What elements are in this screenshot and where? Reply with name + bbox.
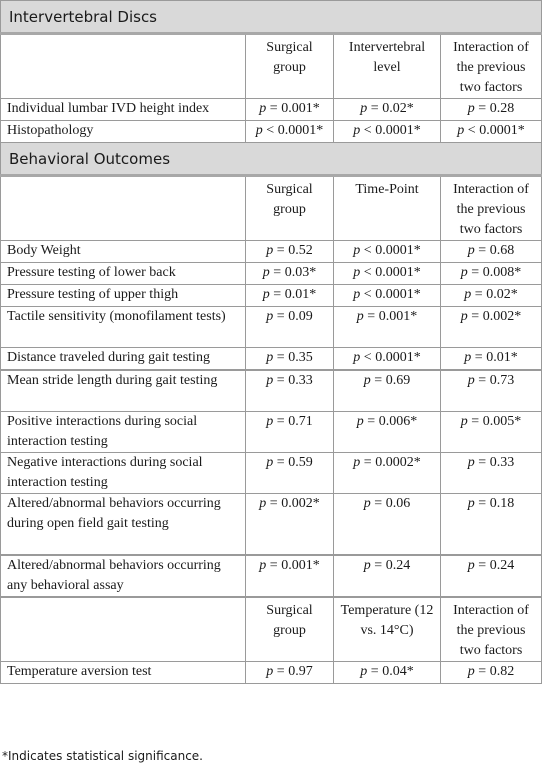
p-value: p = 0.002* [246, 494, 334, 556]
empty-header-cell [1, 597, 246, 662]
row-label: Altered/abnormal behaviors occurring any behavioral assay [1, 555, 246, 597]
p-value: p < 0.0001* [334, 121, 441, 143]
table-row [1, 370, 542, 412]
row-label: Pressure testing of lower back [1, 263, 246, 285]
p-value: p = 0.03* [246, 263, 334, 285]
table-row [1, 494, 542, 556]
empty-header-cell [1, 176, 246, 241]
table-row [1, 348, 542, 371]
table-row [1, 412, 542, 453]
p-value: p < 0.0001* [246, 121, 334, 143]
p-value: p = 0.59 [246, 453, 334, 494]
row-label: Histopathology [1, 121, 246, 143]
p-value: p = 0.24 [334, 555, 441, 597]
p-value: p = 0.24 [441, 555, 542, 597]
p-value: p = 0.69 [334, 370, 441, 412]
p-value: p = 0.001* [246, 555, 334, 597]
p-value: p < 0.0001* [334, 263, 441, 285]
row-label: Tactile sensitivity (monofilament tests) [1, 307, 246, 348]
p-value: p = 0.28 [441, 99, 542, 121]
p-value: p = 0.01* [441, 348, 542, 371]
p-value: p < 0.0001* [334, 348, 441, 371]
column-header: Intervertebral level [334, 34, 441, 99]
row-label: Individual lumbar IVD height index [1, 99, 246, 121]
table-row [1, 285, 542, 307]
row-label: Mean stride length during gait testing [1, 370, 246, 412]
p-value: p = 0.09 [246, 307, 334, 348]
p-value: p = 0.68 [441, 241, 542, 263]
p-value: p = 0.52 [246, 241, 334, 263]
p-value: p = 0.82 [441, 662, 542, 684]
p-value: p < 0.0001* [334, 241, 441, 263]
row-label: Body Weight [1, 241, 246, 263]
row-label: Negative interactions during social interaction testing [1, 453, 246, 494]
section-title-intervertebral-discs: Intervertebral Discs [1, 1, 542, 34]
p-value: p = 0.97 [246, 662, 334, 684]
p-value: p = 0.06 [334, 494, 441, 556]
table-row [1, 307, 542, 348]
p-value: p = 0.01* [246, 285, 334, 307]
p-value: p = 0.001* [334, 307, 441, 348]
column-header: Temperature (12 vs. 14°C) [334, 597, 441, 662]
p-value: p = 0.0002* [334, 453, 441, 494]
p-value: p = 0.006* [334, 412, 441, 453]
empty-header-cell [1, 34, 246, 99]
footnote: *Indicates statistical significance. [2, 749, 203, 763]
table-row [1, 453, 542, 494]
p-value: p = 0.04* [334, 662, 441, 684]
p-value: p = 0.33 [441, 453, 542, 494]
row-label: Temperature aversion test [1, 662, 246, 684]
column-header: Surgical group [246, 34, 334, 99]
p-value: p = 0.001* [246, 99, 334, 121]
p-value: p < 0.0001* [441, 121, 542, 143]
column-header: Interaction of the previous two factors [441, 176, 542, 241]
p-value: p = 0.73 [441, 370, 542, 412]
table-row [1, 555, 542, 597]
column-header: Surgical group [246, 176, 334, 241]
row-label: Pressure testing of upper thigh [1, 285, 246, 307]
table-row [1, 241, 542, 263]
p-value: p = 0.18 [441, 494, 542, 556]
p-value: p = 0.008* [441, 263, 542, 285]
p-value: p < 0.0001* [334, 285, 441, 307]
column-header: Interaction of the previous two factors [441, 597, 542, 662]
table-row [1, 99, 542, 121]
table-row [1, 662, 542, 684]
p-value: p = 0.35 [246, 348, 334, 371]
p-value: p = 0.002* [441, 307, 542, 348]
column-header: Surgical group [246, 597, 334, 662]
table-row [1, 121, 542, 143]
p-value: p = 0.33 [246, 370, 334, 412]
section-title-behavioral-outcomes: Behavioral Outcomes [1, 143, 542, 176]
p-value: p = 0.005* [441, 412, 542, 453]
p-value: p = 0.71 [246, 412, 334, 453]
row-label: Altered/abnormal behaviors occurring during open field gait testing [1, 494, 246, 556]
column-header: Interaction of the previous two factors [441, 34, 542, 99]
p-value: p = 0.02* [334, 99, 441, 121]
row-label: Distance traveled during gait testing [1, 348, 246, 371]
p-value: p = 0.02* [441, 285, 542, 307]
row-label: Positive interactions during social interaction testing [1, 412, 246, 453]
column-header: Time-Point [334, 176, 441, 241]
table-row [1, 263, 542, 285]
